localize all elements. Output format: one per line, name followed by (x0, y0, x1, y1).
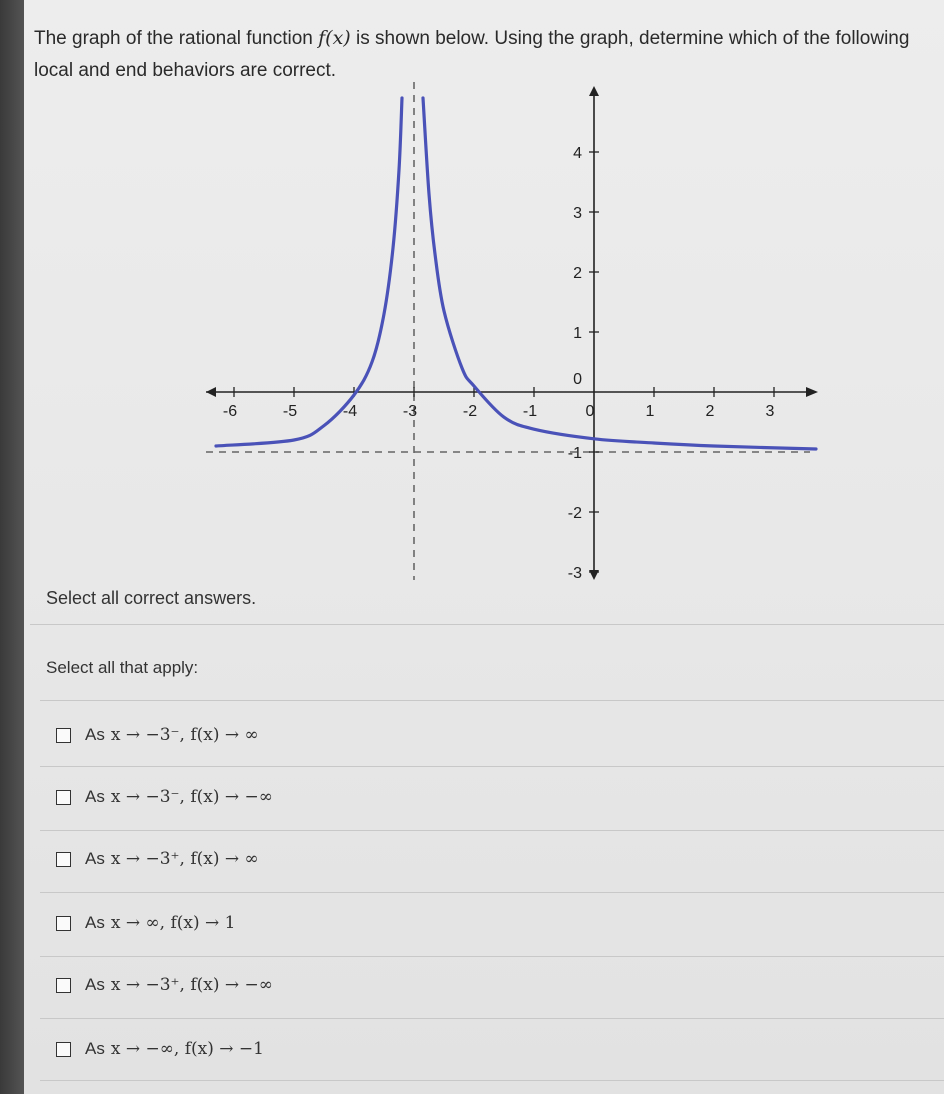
answer-option-4[interactable] (56, 908, 235, 938)
question-text-part: The graph of the rational function (34, 28, 319, 49)
x-tick-label: -5 (282, 403, 298, 420)
divider (40, 700, 944, 701)
divider (40, 766, 944, 767)
answer-option-1[interactable] (56, 720, 259, 750)
x-tick-label: -4 (342, 403, 358, 420)
y-tick-label: 3 (573, 205, 582, 222)
divider (40, 892, 944, 893)
option-expression: x → −3⁻, f(x) → −∞ (110, 787, 273, 807)
checkbox[interactable] (56, 852, 71, 867)
curve-right-branch (423, 98, 816, 449)
x-tick-label: -6 (222, 403, 238, 420)
x-tick-label: -1 (522, 403, 538, 420)
option-prefix: As (85, 1039, 105, 1058)
checkbox[interactable] (56, 790, 71, 805)
divider (40, 830, 944, 831)
divider (30, 624, 944, 625)
x-tick-label: 1 (645, 403, 655, 420)
divider (40, 1080, 944, 1081)
checkbox[interactable] (56, 728, 71, 743)
option-prefix: As (85, 725, 105, 744)
checkbox[interactable] (56, 978, 71, 993)
checkbox[interactable] (56, 916, 71, 931)
function-name: f(x) (318, 27, 351, 49)
y-tick-label: -2 (567, 505, 582, 522)
y-tick-label: 1 (573, 325, 582, 342)
x-tick-label: 3 (765, 403, 775, 420)
option-expression: x → −3⁻, f(x) → ∞ (110, 725, 259, 745)
option-expression: x → −3⁺, f(x) → ∞ (110, 849, 259, 869)
y-tick-label: -3 (567, 565, 582, 582)
option-prefix: As (85, 849, 105, 868)
x-tick-label: -3 (402, 403, 418, 420)
x-tick-label: 0 (585, 403, 595, 420)
option-expression: x → ∞, f(x) → 1 (110, 913, 236, 933)
select-apply-label: Select all that apply: (46, 658, 199, 677)
divider (40, 956, 944, 957)
x-axis-arrow-right (806, 387, 818, 397)
divider (40, 1018, 944, 1019)
y-tick-label: -1 (567, 445, 582, 462)
answer-option-6[interactable] (56, 1034, 264, 1064)
y-axis-arrow-up (589, 86, 599, 96)
option-expression: x → −3⁺, f(x) → −∞ (110, 975, 273, 995)
answer-option-2[interactable] (56, 782, 273, 812)
option-prefix: As (85, 787, 105, 806)
answer-option-3[interactable] (56, 844, 259, 874)
y-tick-label: 2 (573, 265, 582, 282)
option-prefix: As (85, 975, 105, 994)
question-text (34, 22, 924, 87)
x-tick-label: -2 (462, 403, 478, 420)
option-expression: x → −∞, f(x) → −1 (110, 1039, 264, 1059)
x-tick-label: 2 (705, 403, 715, 420)
curve-left-branch (216, 98, 402, 446)
option-prefix: As (85, 913, 105, 932)
x-axis-arrow-left (206, 387, 216, 397)
y-tick-label: 0 (573, 371, 582, 388)
y-tick-label: 4 (573, 145, 582, 162)
answer-option-5[interactable] (56, 970, 273, 1000)
question-text-part: is shown below. Using the graph, determine which of the following local and end behaviors are correct. (34, 28, 910, 81)
checkbox[interactable] (56, 1042, 71, 1057)
rational-function-graph (190, 80, 830, 590)
select-all-instruction: Select all correct answers. (46, 588, 257, 608)
